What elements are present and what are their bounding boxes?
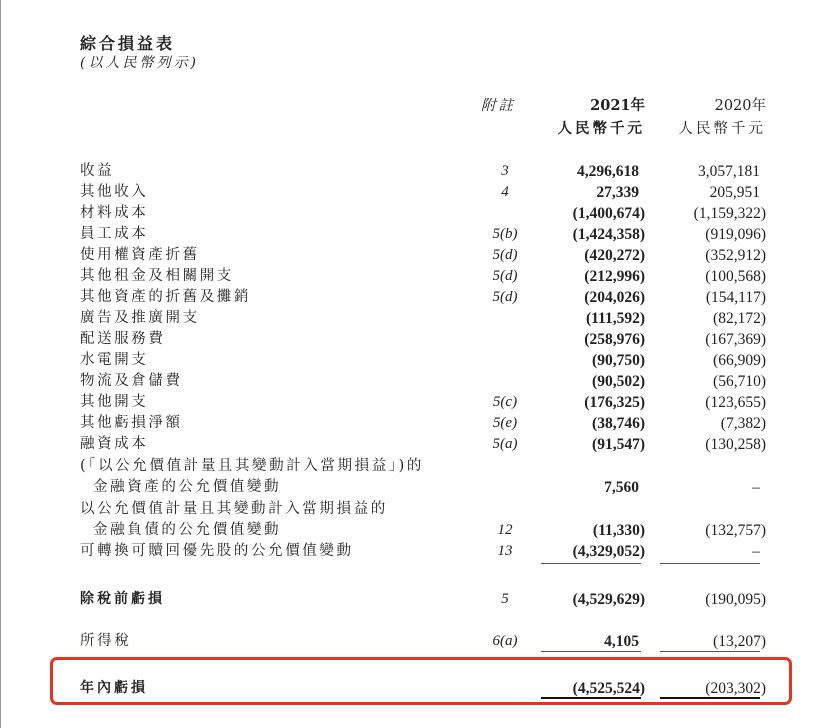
value-2020: (352,912) [705,247,766,264]
value-2020: (123,655) [705,394,766,411]
table-row [0,245,832,266]
value-2020: (82,172) [713,310,766,327]
table-row [0,520,832,541]
row-label: 所得稅 [80,633,132,649]
value-2021: (91,547) [592,436,645,453]
row-note: 5(b) [492,226,518,242]
table-row [0,392,832,413]
value-2020: (56,710) [713,373,766,390]
row-label: 水電開支 [80,352,149,368]
subtotal-rule-2021 [541,563,641,564]
value-2020: (190,095) [705,591,766,608]
row-note: 5(e) [492,415,518,431]
table-row [0,203,832,224]
row-note: 13 [497,543,513,559]
col-2021-year: 2021年 [590,97,645,114]
value-2021: (38,746) [592,415,645,432]
row-note: 5(c) [492,394,518,410]
tax-rule-2020 [660,651,760,652]
table-row [0,631,832,652]
col-2020-year: 2020年 [714,98,766,114]
row-label: 可轉換可贖回優先股的公允價值變動 [80,543,354,559]
table-row [0,182,832,203]
value-2020: (154,117) [705,289,766,306]
table-row [0,413,832,434]
row-note: 5(d) [492,289,518,305]
value-2021: (4,529,629) [572,591,645,608]
value-2021: 27,339 [596,184,639,201]
highlight-box [50,657,792,705]
table-row [0,434,832,455]
col-2021-unit: 人民幣千元 [557,120,645,137]
row-note: 4 [501,184,509,200]
row-label: 金融資產的公允價值變動 [93,479,282,495]
value-2020: 3,057,181 [698,163,760,180]
currency-note: (以人民幣列示) [80,55,199,71]
value-2020: (13,207) [713,633,766,650]
value-2020: (7,382) [720,415,766,432]
value-2020: (919,096) [705,226,766,243]
row-note: 5(a) [492,436,518,452]
table-row [0,287,832,308]
value-2021: (11,330) [592,522,645,539]
value-2021: (420,272) [584,247,645,264]
value-2021: (258,976) [584,331,645,348]
row-label: 員工成本 [80,226,149,242]
table-row [0,266,832,287]
value-2020: (100,568) [705,268,766,285]
value-2021: (90,750) [592,352,645,369]
value-2021: (1,400,674) [572,205,645,222]
table-row [0,456,832,477]
row-note: 12 [497,522,513,538]
row-label: 廣告及推廣開支 [80,310,200,326]
value-2020: 205,951 [709,184,760,201]
table-row [0,477,832,498]
value-2021: 7,560 [604,479,639,496]
value-2021: (212,996) [584,268,645,285]
table-row [0,499,832,520]
row-label: (「以公允價值計量且其變動計入當期損益」)的 [80,458,425,474]
table-row [0,589,832,610]
statement-title: 綜合損益表 [80,34,176,53]
row-label: 除稅前虧損 [80,591,165,607]
note-column-header: 附註 [481,98,516,114]
value-2020: – [752,479,760,496]
value-2021: (4,329,052) [572,543,645,560]
table-row [0,161,832,182]
table-row [0,224,832,245]
row-label: 其他開支 [80,394,149,410]
row-label: 其他收入 [80,184,149,200]
value-2020: (132,757) [705,522,766,539]
row-label: 年內虧損 [80,680,148,696]
col-2020-unit: 人民幣千元 [678,121,766,137]
table-row [0,541,832,562]
row-label: 收益 [80,163,115,179]
row-note: 5(d) [492,247,518,263]
row-label: 物流及倉儲費 [80,373,183,389]
row-label: 其他租金及相關開支 [80,268,234,284]
value-2021: 4,296,618 [577,163,639,180]
row-label: 其他資產的折舊及攤銷 [80,289,251,305]
value-2021: (176,325) [584,394,645,411]
value-2021: 4,105 [604,633,639,650]
table-row [0,308,832,329]
value-2021: (4,525,524) [572,680,645,697]
row-label: 金融負債的公允價值變動 [93,522,282,538]
row-note: 5 [501,591,509,607]
value-2021: (1,424,358) [572,226,645,243]
value-2020: (130,258) [705,436,766,453]
value-2020: (66,909) [713,352,766,369]
row-label: 其他虧損淨額 [80,415,183,431]
value-2020: – [752,543,760,560]
value-2021: (204,026) [584,289,645,306]
row-note: 6(a) [492,633,518,649]
row-label: 融資成本 [80,436,149,452]
value-2021: (90,502) [592,373,645,390]
value-2020: (203,302) [705,680,766,697]
value-2020: (1,159,322) [693,205,766,222]
row-note: 5(d) [492,268,518,284]
row-label: 使用權資產折舊 [80,247,200,263]
table-row [0,350,832,371]
row-label: 材料成本 [80,205,149,221]
table-row [0,329,832,350]
table-row [0,371,832,392]
row-label: 配送服務費 [80,331,166,347]
row-label: 以公允價值計量且其變動計入當期損益的 [80,501,388,517]
tax-rule-2021 [541,651,641,652]
value-2020: (167,369) [705,331,766,348]
row-note: 3 [501,163,509,179]
value-2021: (111,592) [586,310,645,327]
subtotal-rule-2020 [660,563,760,564]
